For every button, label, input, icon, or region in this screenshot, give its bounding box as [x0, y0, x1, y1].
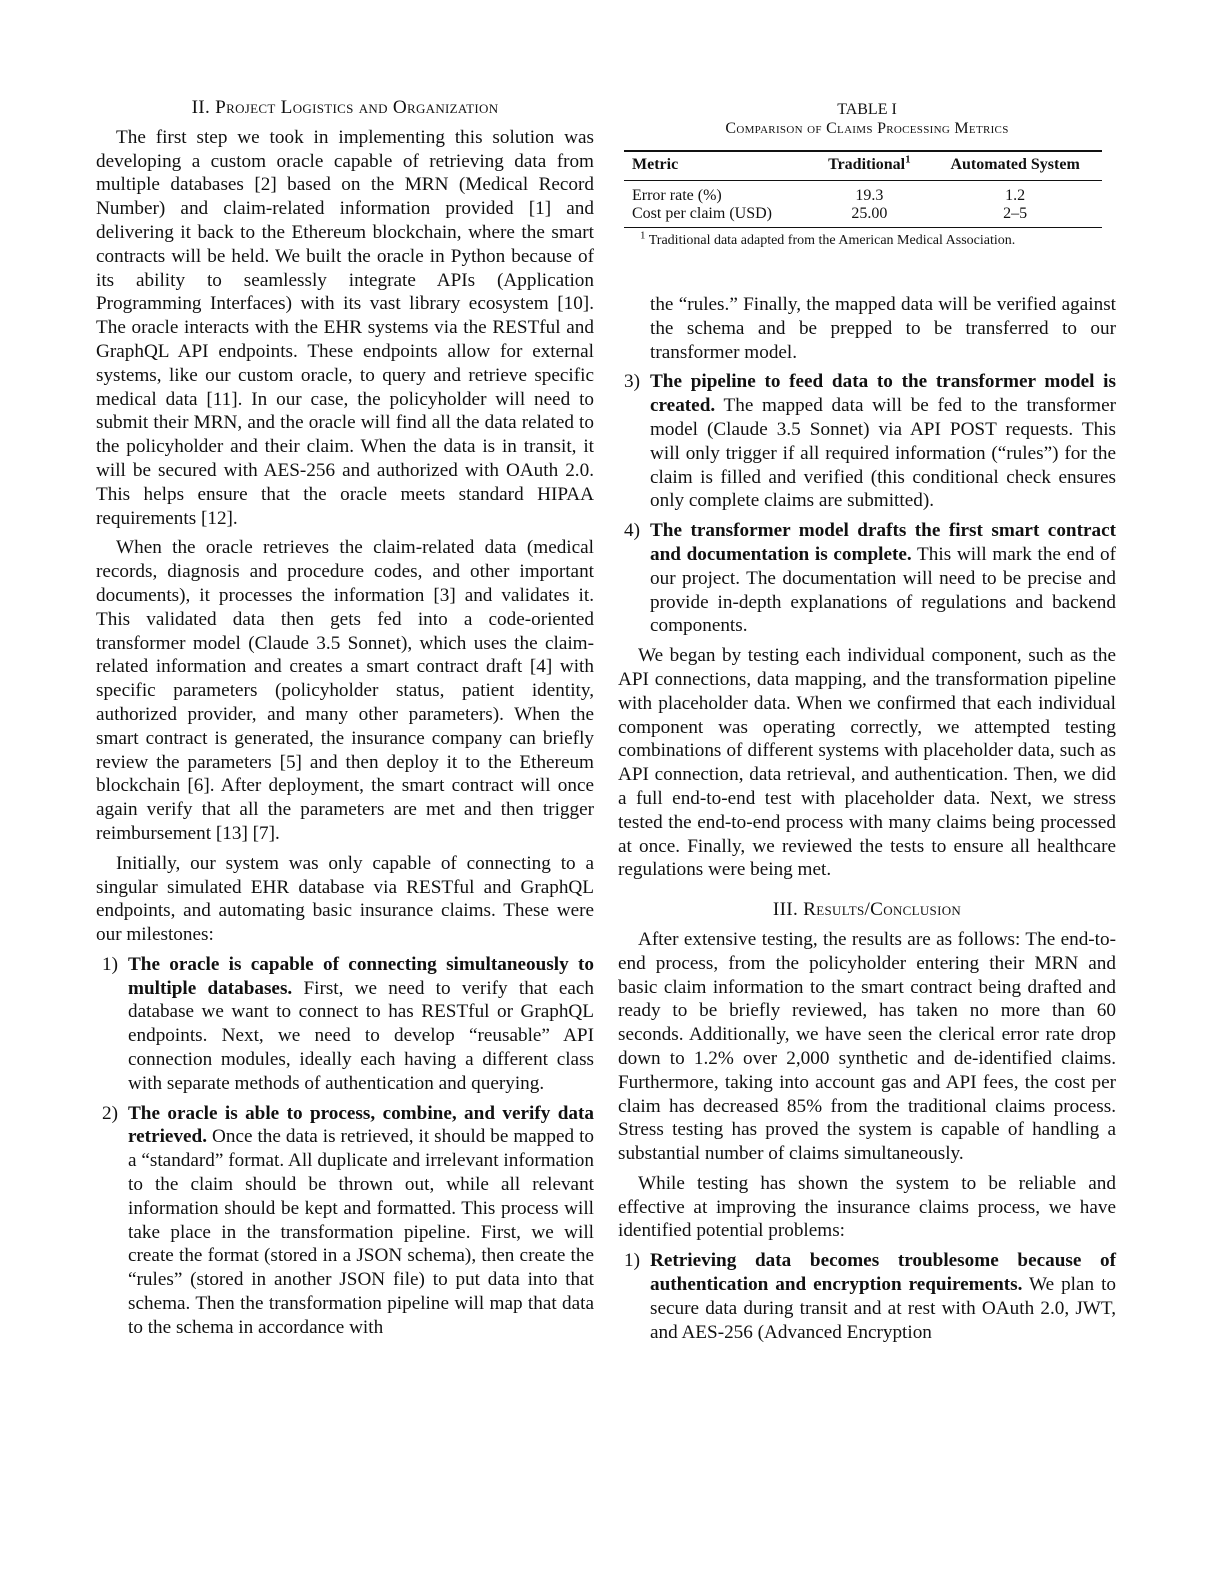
table-cell: 25.00 — [851, 205, 888, 222]
milestone-text: Once the data is retrieved, it should be mapped to a “standard” format. All duplicate and irrelevant information to the claim should be thrown out, while all relevant information should be kept and formatted. This process will take place in the transformation pipeline. First, we will create the format (stored in a JSON schema), then create the “rules” (stored in another JSON file) to put data into that schema. Then the transformation pipeline will map that data to the schema in accordance with — [128, 1126, 594, 1338]
milestone-list-continued — [618, 370, 1116, 638]
table-cell: Error rate (%) — [632, 187, 722, 204]
problem-list — [618, 1249, 1116, 1344]
right-column — [618, 100, 1116, 1350]
milestone-title: The pipeline to feed data to the transformer model is created. — [650, 371, 1116, 417]
milestone-item-4 — [618, 519, 1116, 638]
table-cell: 2–5 — [1003, 205, 1028, 222]
metrics-table — [624, 150, 1102, 228]
milestone-title: The transformer model drafts the first smart contract and documentation is complete. — [650, 520, 1116, 565]
milestone-item-2 — [96, 1102, 594, 1340]
table-footnote — [640, 229, 1116, 249]
footnote-marker: 1 — [640, 229, 646, 242]
table-cell: 1.2 — [1005, 187, 1026, 204]
milestone-list — [96, 953, 594, 1340]
milestone-text: First, we need to verify that each database we want to connect to has RESTful or GraphQL endpoints. Next, we need to develop “reusable” API connection modules, ideally each having a different class with separate methods of authentication and querying. — [128, 977, 594, 1094]
milestone-number: 1) — [102, 953, 118, 975]
table-header-metric: Metric — [632, 156, 679, 173]
milestone-title: The oracle is capable of connecting simultaneously to multiple databases. — [128, 953, 594, 999]
table-header-traditional: Traditional$^1$ — [828, 153, 911, 173]
problem-number: 1) — [624, 1250, 640, 1272]
milestone-number: 3) — [624, 371, 640, 393]
paragraph-milestones-intro: Initially, our system was only capable of connecting to a singular simulated EHR database via RESTful and GraphQL endpoints, and automating basic insurance claims. These were our milestones: — [96, 852, 594, 946]
milestone-text: The mapped data will be fed to the transformer model (Claude 3.5 Sonnet) via API POST requests. This will only trigger if all required information (“rules”) for the claim is filled and verified (this conditional check ensures only complete claims are submitted). — [650, 395, 1116, 512]
paragraph-problems-intro: While testing has shown the system to be reliable and effective at improving the insurance claims process, we have identified potential problems: — [618, 1172, 1116, 1242]
paragraph-testing: We began by testing each individual component, such as the API connections, data mapping, and the transformation pipeline with placeholder data. When we confirmed that each individual component was operating correctly, we attempted testing combinations of different systems with placeholder data, such as API connection, data retrieval, and authentication. Then, we did a full end-to-end test with placeholder data. Next, we stress tested the end-to-end process with many claims being processed at once. Finally, we reviewed the tests to ensure all healthcare regulations were being met. — [618, 645, 1116, 881]
table-cell: Cost per claim (USD) — [632, 205, 772, 222]
section-heading-results: III. Results/Conclusion — [772, 899, 962, 921]
paragraph-oracle-intro: The first step we took in implementing this solution was developing a custom oracle capable of retrieving data from multiple databases [2] based on the MRN (Medical Record Number) and claim-related information provided [1] and delivering it back to the Ethereum blockchain, where the smart contracts will be held. We built the oracle in Python because of its ability to seamlessly integrate APIs (Application Programming Interfaces) with its vast library ecosystem [10]. The oracle interacts with the EHR systems via the RESTful and GraphQL API endpoints. These endpoints allow for external systems, like our custom oracle, to query and retrieve specific medical data [11]. In our case, the policyholder will need to submit their MRN, and the oracle will find all the data related to the policyholder and their claim. When the data is in transit, it will be secured with AES-256 and authorized with OAuth 2.0. This helps ensure that the oracle meets standard HIPAA requirements [12]. — [96, 126, 594, 529]
table-cell: 19.3 — [855, 187, 884, 204]
paragraph-results: After extensive testing, the results are as follows: The end-to-end process, from the policyholder entering their MRN and basic claim information to the smart contract being drafted and ready to be briefly reviewed, has taken no more than 60 seconds. Additionally, we have seen the clerical error rate drop down to 1.2% over 2,000 synthetic and de-identified claims. Furthermore, taking into account gas and API fees, the cost per claim has decreased 85% from the traditional claims process. Stress testing has proved the system is capable of handling a substantial number of claims simultaneously. — [618, 928, 1116, 1165]
milestone-title: The oracle is able to process, combine, and verify data retrieved. — [128, 1102, 594, 1148]
milestone-number: 4) — [624, 520, 640, 542]
problem-text: We plan to secure data during transit and at rest with OAuth 2.0, JWT, and AES-256 (Advanced Encryption — [650, 1274, 1116, 1343]
footnote-marker: 1 — [905, 153, 911, 166]
table-header-automated: Automated System — [950, 156, 1080, 173]
milestone-text: This will mark the end of our project. The documentation will need to be precise and provide in-depth explanations of regulations and backend components. — [650, 543, 1116, 637]
section-heading-project-logistics: II. Project Logistics and Organization — [191, 97, 499, 118]
table-caption — [618, 100, 1116, 138]
table-label: TABLE I — [837, 101, 897, 118]
footnote-text: Traditional data adapted from the American Medical Association. — [648, 233, 1016, 248]
table-row — [624, 205, 1102, 228]
table-header-row — [624, 151, 1102, 181]
milestone-item-3 — [618, 370, 1116, 513]
left-column — [96, 96, 594, 1346]
milestone-number: 2) — [102, 1102, 118, 1124]
milestone-2-continuation: the “rules.” Finally, the mapped data will be verified against the schema and be prepped to be transferred to our transformer model. — [650, 294, 1116, 363]
problem-item-1 — [618, 1249, 1116, 1344]
paragraph-oracle-process: When the oracle retrieves the claim-related data (medical records, diagnosis and procedure codes, and other important documents), it processes the information [3] and validates it. This validated data then gets fed into a code-oriented transformer model (Claude 3.5 Sonnet), which uses the claim-related information and creates a smart contract draft [4] with specific parameters (policyholder status, patient identity, authorized provider, and many other parameters). When the smart contract is generated, the insurance company can briefly review the parameters [5] and then deploy it to the Ethereum blockchain [6]. After deployment, the smart contract will once again verify that all the parameters are met and then trigger reimbursement [13] [7]. — [96, 537, 594, 844]
table-title: Comparison of Claims Processing Metrics — [725, 120, 1009, 137]
milestone-item-1 — [96, 953, 594, 1096]
problem-title: Retrieving data becomes troublesome because of authentication and encryption requirements. — [650, 1250, 1116, 1296]
table-row — [624, 181, 1102, 206]
